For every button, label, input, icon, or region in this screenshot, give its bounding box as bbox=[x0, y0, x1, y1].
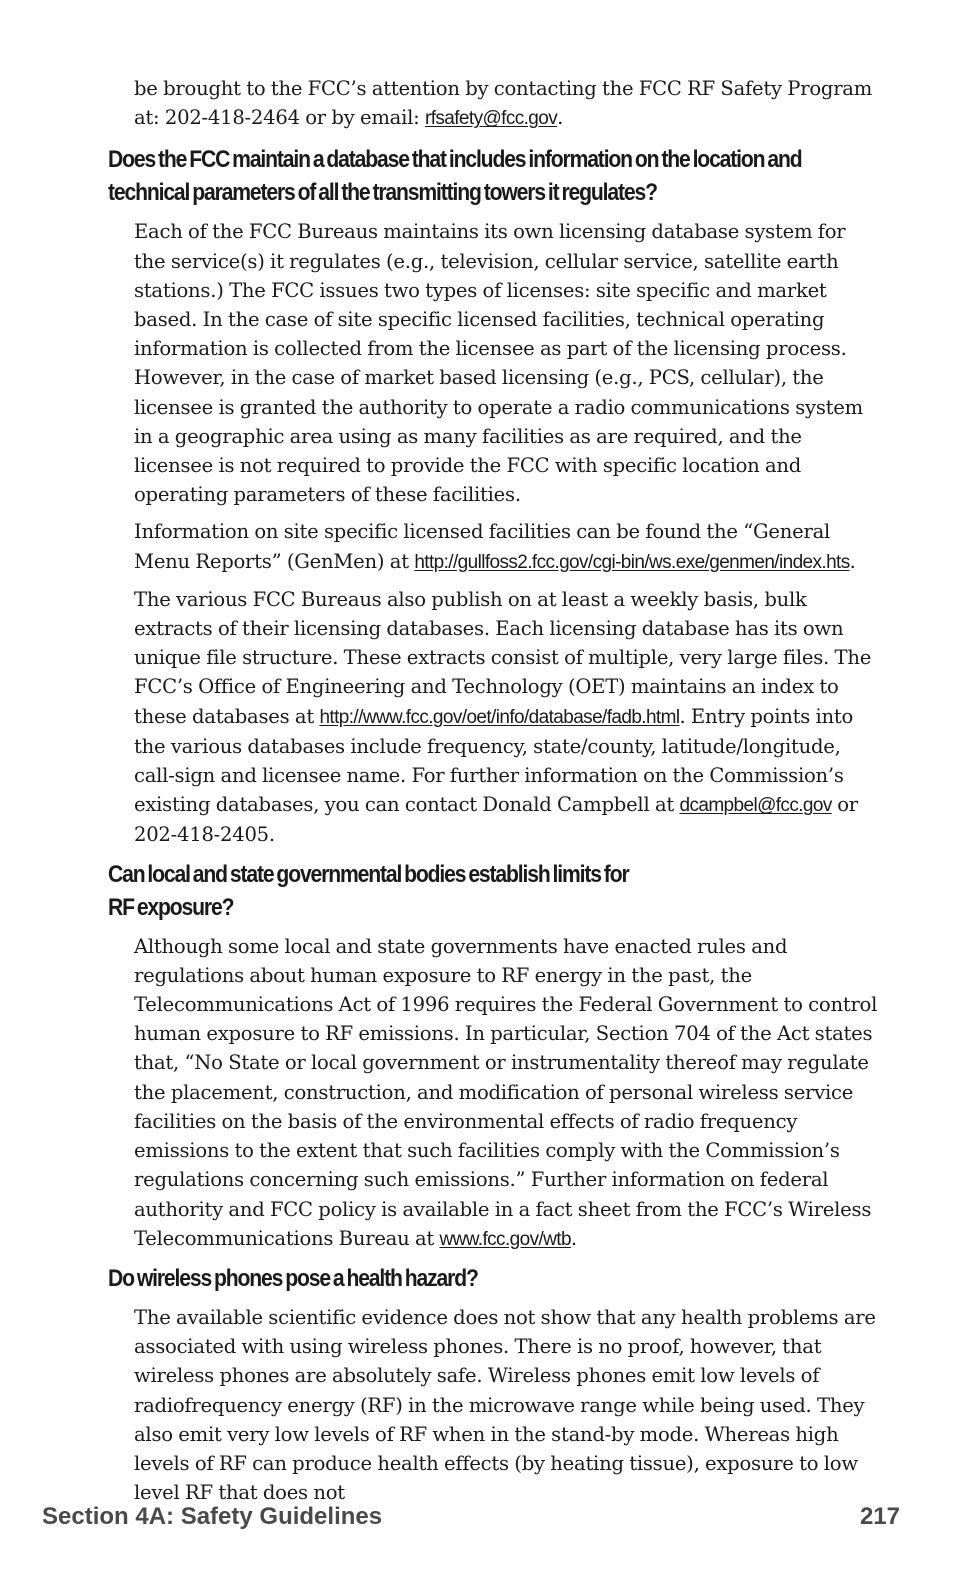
intro-paragraph bbox=[134, 74, 878, 133]
telecom-act-text: Although some local and state governments have enacted rules and regulations about human exposure to RF energy in the past, the Telecommunications Act of 1996 requires the Federal Government to control human exposure to RF emissions. In particular, Section 704 of the Act states that, “No State or local government or instrumentality thereof may regulate the placement, construction, and modification of personal wireless service facilities on the basis of the environmental effects of radio frequency emissions to the extent that such facilities comply with the Commission’s regulations concerning such emissions.” Further information on federal authority and FCC policy is available in a fact sheet from the FCC’s Wireless Telecommunications Bureau at bbox=[134, 934, 878, 1250]
heading-health-hazard: Do wireless phones pose a health hazard? bbox=[108, 1264, 478, 1292]
intro-text: be brought to the FCC’s attention by contacting the FCC RF Safety Program at: 202-418-2464 or by email: bbox=[134, 77, 873, 130]
genmen-link[interactable]: http://gullfoss2.fcc.gov/cgi-bin/ws.exe/genmen/index.hts bbox=[414, 551, 850, 573]
telecom-act-text-end: . bbox=[570, 1226, 577, 1250]
footer-page-number: 217 bbox=[859, 1503, 900, 1530]
page-content bbox=[108, 74, 878, 1515]
heading-local-state-line2: RF exposure? bbox=[108, 893, 234, 921]
fadb-link[interactable]: http://www.fcc.gov/oet/info/database/fadb.html bbox=[319, 706, 680, 728]
bulk-extracts-text: The various FCC Bureaus also publish on at least a weekly basis, bulk extracts of their licensing databases. Each licensing database has its own unique file structure. These extracts consist of multiple, very large files. The FCC’s Office of Engineering and Technology (OET) maintains an index to these databases at bbox=[134, 587, 872, 728]
paragraph-genmen bbox=[134, 517, 878, 576]
paragraph-licensing-database: Each of the FCC Bureaus maintains its own licensing database system for the service(s) it regulates (e.g., television, cellular service, satellite earth stations.) The FCC issues two types of licenses: site specific and market based. In the case of site specific licensed facilities, technical operating information is collected from the licensee as part of the licensing process. However, in the case of market based licensing (e.g., PCS, cellular), the licensee is granted the authority to operate a radio communications system in a geographic area using as many facilities as are required, and the licensee is not required to provide the FCC with specific location and operating parameters of these facilities. bbox=[134, 220, 863, 507]
heading-fcc-database: Does the FCC maintain a database that includes information on the location and technical parameters of all the transmitting towers it regulates? bbox=[108, 146, 802, 207]
footer-section-title: Section 4A: Safety Guidelines bbox=[42, 1503, 383, 1530]
genmen-text-end: . bbox=[849, 549, 856, 573]
heading-local-state-line1: Can local and state governmental bodies establish limits for bbox=[108, 860, 629, 888]
bulk-extracts-text-3: or 202-418-2405. bbox=[134, 793, 858, 847]
intro-text-end: . bbox=[557, 106, 564, 130]
heading-local-state-limits bbox=[108, 858, 874, 924]
genmen-text: Information on site specific licensed facilities can be found the “General Menu Reports” (GenMen) at bbox=[134, 520, 831, 573]
paragraph-bulk-extracts bbox=[134, 585, 878, 850]
dcampbel-email-link[interactable]: dcampbel@fcc.gov bbox=[679, 795, 832, 817]
wtb-link[interactable]: www.fcc.gov/wtb bbox=[439, 1228, 571, 1250]
bulk-extracts-text-2: . Entry points into the various databases include frequency, state/county, latitude/longitude, call-sign and licensee name. For further information on the Commission’s existing databases, you can contact Donald Campbell at bbox=[134, 704, 854, 817]
paragraph-health-evidence: The available scientific evidence does not show that any health problems are associated with using wireless phones. There is no proof, however, that wireless phones are absolutely safe. Wireless phones emit low levels of radiofrequency energy (RF) in the microwave range while being used. They also emit very low levels of RF when in the stand-by mode. Whereas high levels of RF can produce health effects (by heating tissue), exposure to low level RF that does not bbox=[134, 1305, 876, 1505]
paragraph-telecom-act bbox=[134, 932, 878, 1254]
rfsafety-email-link[interactable]: rfsafety@fcc.gov bbox=[424, 108, 558, 130]
